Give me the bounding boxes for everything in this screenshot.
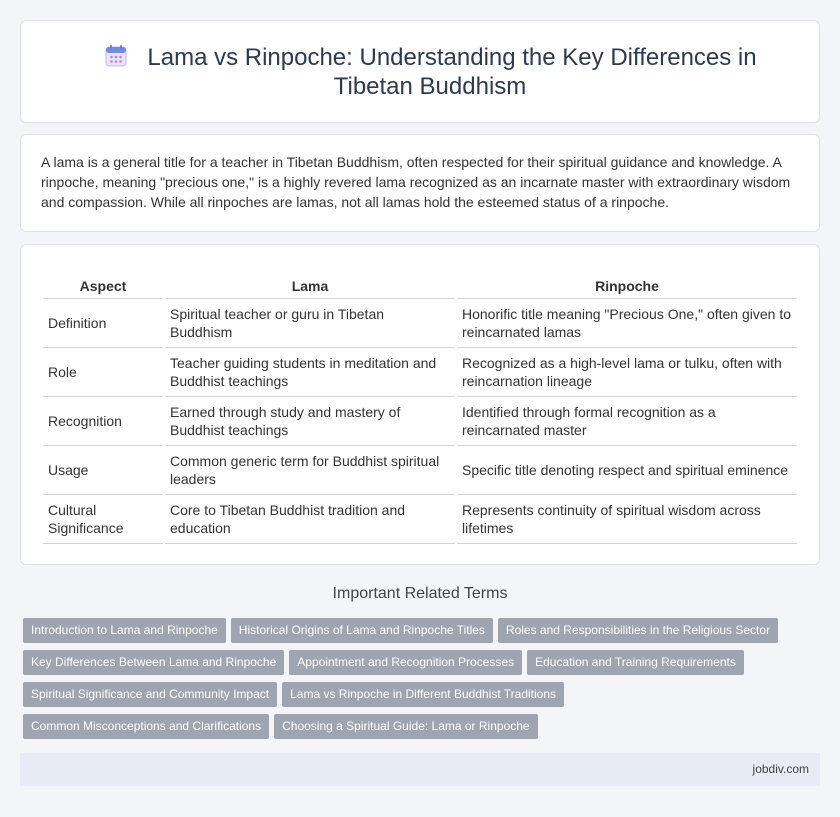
cell-rinpoche: Recognized as a high-level lama or tulku, often with reincarnation lineage (457, 348, 797, 397)
related-term-tag[interactable]: Education and Training Requirements (527, 650, 744, 675)
related-term-tag[interactable]: Key Differences Between Lama and Rinpoche (23, 650, 284, 675)
cell-aspect: Recognition (43, 397, 163, 446)
cell-aspect: Role (43, 348, 163, 397)
calendar-icon (103, 43, 129, 69)
cell-rinpoche: Honorific title meaning "Precious One," often given to reincarnated lamas (457, 299, 797, 348)
cell-lama: Core to Tibetan Buddhist tradition and education (165, 495, 455, 544)
header-lama: Lama (165, 273, 455, 299)
related-terms-list (23, 618, 823, 746)
table-row (43, 446, 797, 495)
intro-card (20, 134, 820, 232)
related-term-tag[interactable]: Common Misconceptions and Clarifications (23, 714, 269, 739)
cell-aspect: Usage (43, 446, 163, 495)
related-term-tag[interactable]: Spiritual Significance and Community Impact (23, 682, 277, 707)
related-term-tag[interactable]: Lama vs Rinpoche in Different Buddhist Traditions (282, 682, 564, 707)
comparison-table-card (20, 244, 820, 565)
cell-lama: Teacher guiding students in meditation and Buddhist teachings (165, 348, 455, 397)
footer (20, 753, 820, 786)
table-row (43, 397, 797, 446)
related-term-tag[interactable]: Appointment and Recognition Processes (289, 650, 522, 675)
related-term-tag[interactable]: Historical Origins of Lama and Rinpoche Titles (231, 618, 493, 643)
tag-row (23, 650, 823, 682)
page-title-row (61, 43, 799, 101)
cell-aspect: Cultural Significance (43, 495, 163, 544)
cell-rinpoche: Represents continuity of spiritual wisdom across lifetimes (457, 495, 797, 544)
header-card (20, 20, 820, 123)
cell-lama: Spiritual teacher or guru in Tibetan Buddhism (165, 299, 455, 348)
cell-lama: Earned through study and mastery of Buddhist teachings (165, 397, 455, 446)
cell-rinpoche: Identified through formal recognition as a reincarnated master (457, 397, 797, 446)
cell-aspect: Definition (43, 299, 163, 348)
related-terms-title: Important Related Terms (332, 585, 508, 602)
tag-row (23, 682, 823, 714)
footer-site-link[interactable]: jobdiv.com (752, 762, 809, 776)
tag-row (23, 714, 823, 746)
cell-lama: Common generic term for Buddhist spiritual leaders (165, 446, 455, 495)
page-title: Lama vs Rinpoche: Understanding the Key Differences in Tibetan Buddhism (147, 44, 757, 100)
comparison-table (41, 273, 799, 544)
cell-rinpoche: Specific title denoting respect and spiritual eminence (457, 446, 797, 495)
table-header-row (43, 273, 797, 299)
related-term-tag[interactable]: Roles and Responsibilities in the Religious Sector (498, 618, 778, 643)
table-row (43, 348, 797, 397)
intro-text: A lama is a general title for a teacher in Tibetan Buddhism, often respected for their spiritual guidance and knowledge. A rinpoche, meaning "precious one," is a highly revered lama recognized as an incarnate master with extraordinary wisdom and compassion. While all rinpoches are lamas, not all lamas hold the esteemed status of a rinpoche. (41, 154, 791, 210)
related-term-tag[interactable]: Introduction to Lama and Rinpoche (23, 618, 226, 643)
header-aspect: Aspect (43, 273, 163, 299)
related-term-tag[interactable]: Choosing a Spiritual Guide: Lama or Rinpoche (274, 714, 537, 739)
table-row (43, 299, 797, 348)
tag-row (23, 618, 823, 650)
header-rinpoche: Rinpoche (457, 273, 797, 299)
table-row (43, 495, 797, 544)
